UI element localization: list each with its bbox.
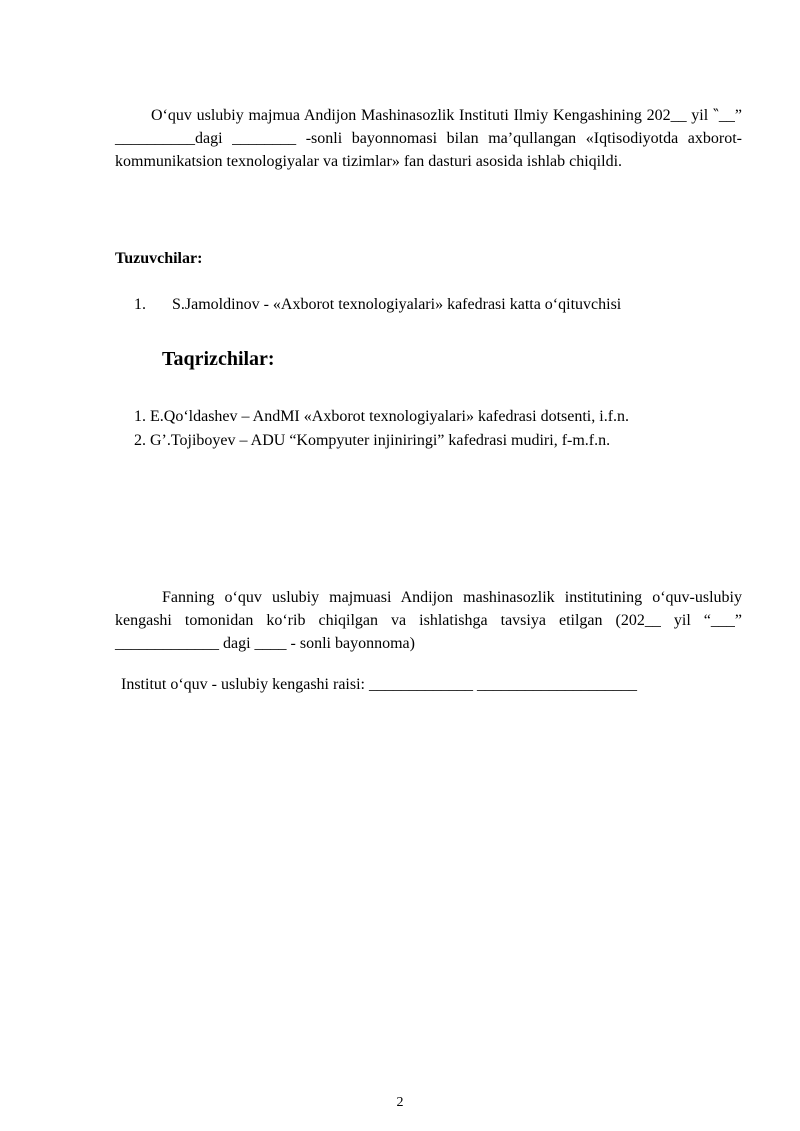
list-item [134,405,629,429]
authors-heading: Tuzuvchilar: [115,250,203,267]
approval-paragraph: Fanning o‘quv uslubiy majmuasi Andijon mashinasozlik institutining o‘quv-uslubiy kengashi tomonidan ko‘rib chiqilgan va ishlatishga tavsiya etilgan (202__ yil “___” _____________ dagi ____ - sonli bayonnoma) [115,589,742,652]
reviewers-list [134,405,629,453]
list-number: 2. [134,432,146,449]
list-number: 1. [134,408,146,425]
intro-paragraph: O‘quv uslubiy majmua Andijon Mashinasozlik Instituti Ilmiy Kengashining 202__ yil ‶__” __________dagi ________ -sonli bayonnomasi bilan ma’qullangan «Iqtisodiyotda axborot-kommunikatsion texnologiyalar va tizimlar» fan dasturi asosida ishlab chiqildi. [115,107,742,170]
list-item [134,429,629,453]
reviewer-entry: G’.Tojiboyev – ADU “Kompyuter injiniringi” kafedrasi mudiri, f-m.f.n. [150,432,611,449]
page-number: 2 [396,1095,404,1110]
reviewer-entry: E.Qo‘ldashev – AndMI «Axborot texnologiyalari» kafedrasi dotsenti, i.f.n. [150,408,630,425]
authors-list [134,296,621,314]
list-number: 1. [134,296,146,313]
author-entry: S.Jamoldinov - «Axborot texnologiyalari» kafedrasi katta o‘qituvchisi [172,296,622,313]
signature-line: Institut o‘quv - uslubiy kengashi raisi: _____________ ____________________ [121,676,637,693]
reviewers-heading: Taqrizchilar: [162,348,275,370]
list-item [134,296,621,314]
